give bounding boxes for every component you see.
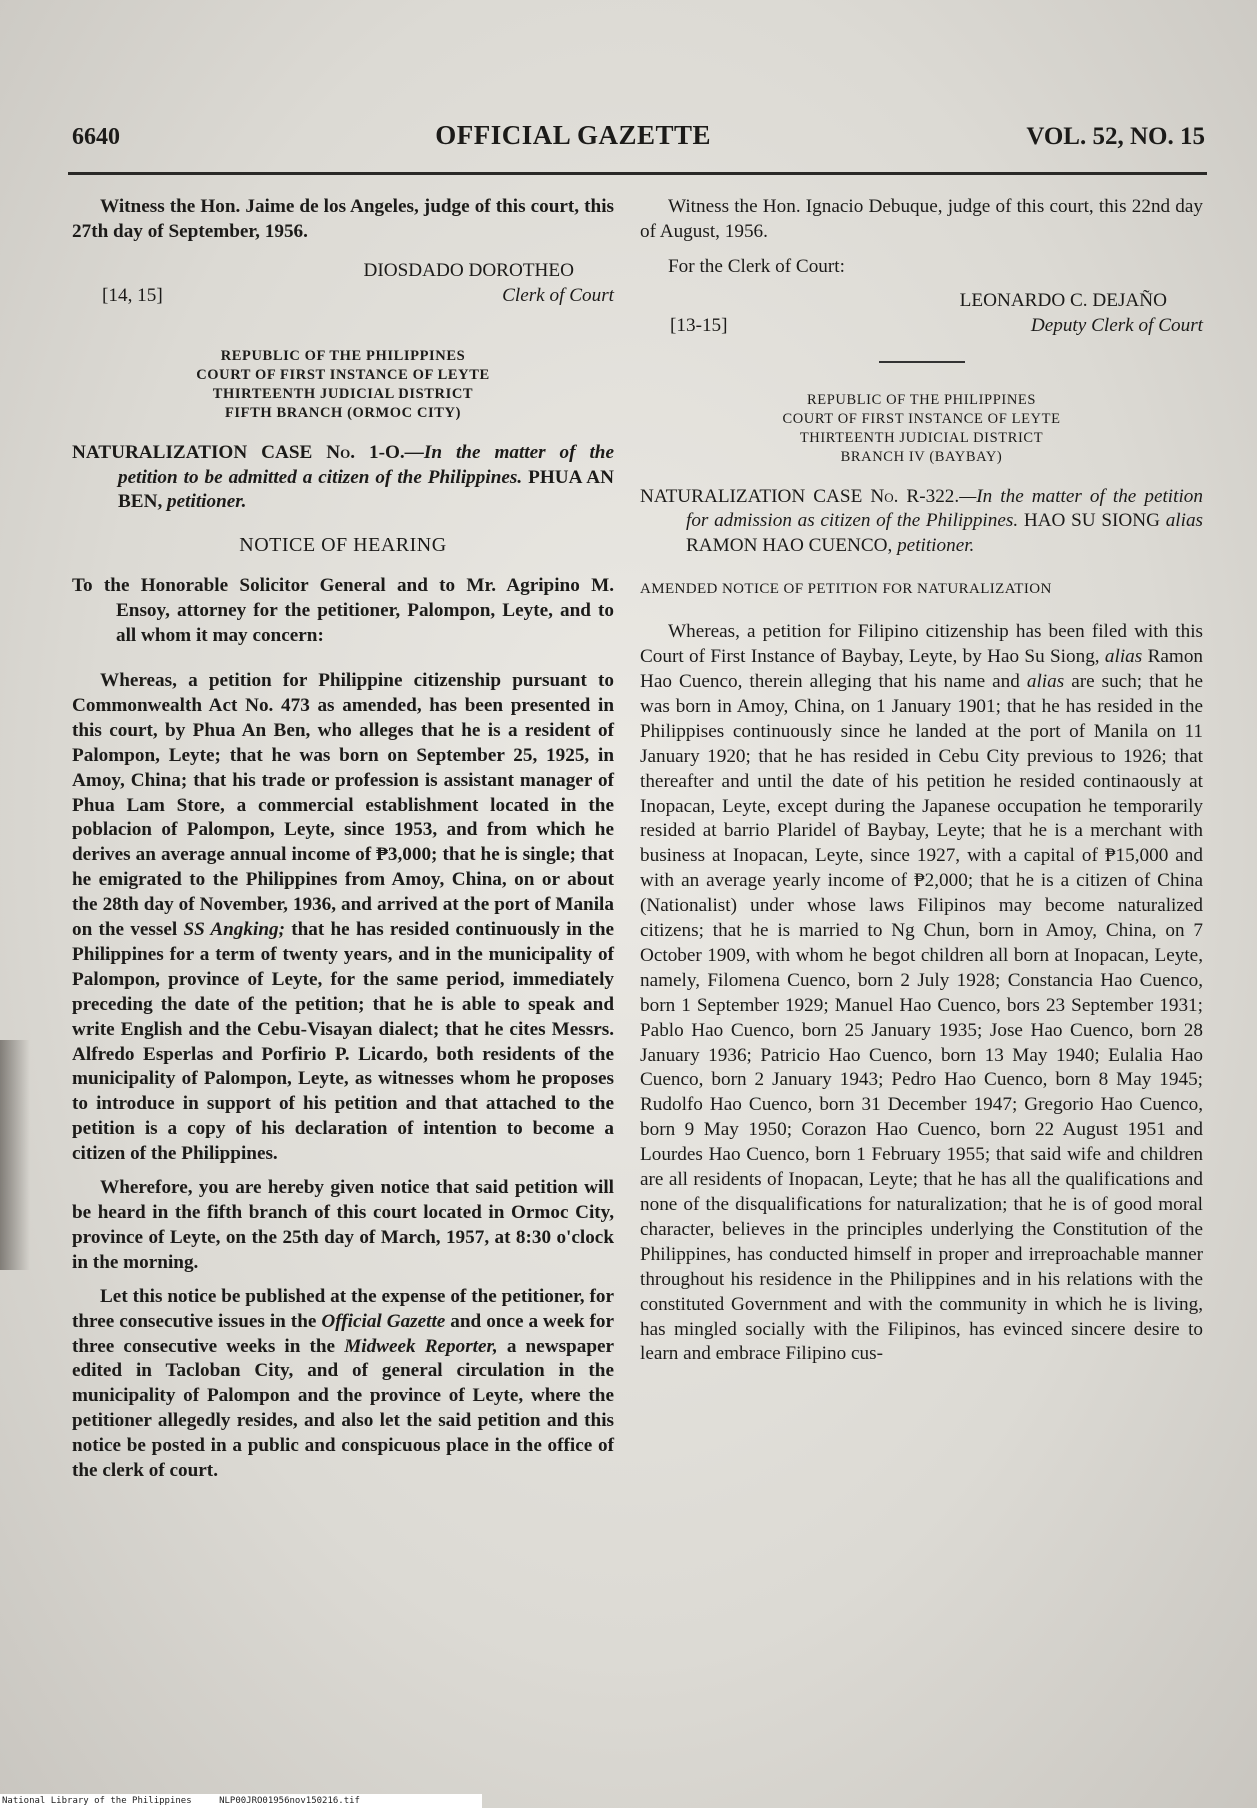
right-case-matter: —In the matter of the petition for admission as citizen of the Philippines. — [686, 485, 1203, 532]
left-notice-title: NOTICE OF HEARING — [239, 534, 447, 557]
right-signer — [960, 289, 1203, 339]
right-heading-line: COURT OF FIRST INSTANCE OF LEYTE — [782, 410, 1061, 427]
left-issue-ref: [14, 15] — [102, 284, 163, 306]
left-column — [72, 195, 614, 1493]
left-heading-line: REPUBLIC OF THE PHILIPPINES — [220, 347, 466, 364]
left-petitioner: PHUA AN BEN, — [118, 466, 615, 513]
right-signer-title: Deputy Clerk of Court — [1030, 314, 1203, 336]
right-case-label: NATURALIZATION CASE No. R-322. — [640, 485, 960, 507]
right-signature-block — [640, 289, 1203, 339]
publication-title: OFFICIAL GAZETTE — [435, 120, 712, 150]
page-header — [72, 120, 1205, 160]
right-alias: alias — [1165, 510, 1204, 532]
right-witness: Witness the Hon. Ignacio Debuque, judge of this court, this 22nd day of August, 1956. — [640, 196, 1203, 242]
left-case-caption — [72, 441, 614, 516]
left-para3-text-a: Let this notice be published at the expense of the petitioner, for three consecutive issues in the — [72, 1285, 614, 1332]
right-alias-3: alias — [1026, 670, 1065, 692]
header-rule — [68, 172, 1207, 175]
left-court-heading — [72, 347, 614, 423]
right-case-caption — [640, 485, 1203, 560]
right-body-text-b: Ramon Hao Cuenco, therein alleging that his name and — [640, 646, 1204, 692]
right-heading-line: REPUBLIC OF THE PHILIPPINES — [806, 391, 1037, 408]
left-para3-text-c: a newspaper edited in Tacloban City, and of general circulation in the municipality of Palompon and the province of Leyte, where the petitioner allegedly resides, and also let the said petition and this notice be posted in a public and conspicuous place in the office of the clerk of court. — [72, 1335, 615, 1482]
right-paragraph-1 — [640, 620, 1203, 1367]
left-witness: Witness the Hon. Jaime de los Angeles, judge of this court, this 27th day of September, 1956. — [72, 196, 614, 242]
left-para3-text-b: and once a week for three consecutive weeks in the — [72, 1310, 615, 1357]
scan-footer — [0, 1794, 482, 1808]
right-signer-name: LEONARDO C. DEJAÑO — [959, 289, 1167, 311]
left-heading-line: FIFTH BRANCH (ORMOC CITY) — [224, 404, 462, 421]
right-issue-ref: [13-15] — [670, 314, 728, 336]
left-signer-title: Clerk of Court — [502, 284, 614, 306]
left-para1-text-a: Whereas, a petition for Philippine citizenship pursuant to Commonwealth Act No. 473 as amended, has been presented in this court, by Phua An Ben, who alleges that he is a resident of Palompon, Leyte; that he was born on September 25, 1925, in Amoy, China; that his trade or profession is assistant manager of Phua Lam Store, a commercial establishment located in the poblacion of Palompon, Leyte, since 1953, and from which he derives an average annual income of ₱3,000; that he is single; that he emigrated to the Philippines from Amoy, China, on or about the 28th day of November, 1936, and arrived at the port of Manila on the vessel — [72, 669, 614, 941]
left-signer-name: DIOSDADO DOROTHEO — [363, 259, 574, 281]
left-case-matter: —In the matter of the petition to be admitted a citizen of the Philippines. — [118, 441, 614, 488]
right-column — [640, 195, 1203, 1376]
left-signer — [363, 259, 614, 309]
left-para1-text-b: that he has resided continuously in the Philippines for a term of twenty years, and in the municipality of Palompon, province of Leyte, for the same period, immediately preceding the date of the petition; that he is able to speak and write English and the Cebu-Visayan dialect; that he cites Messrs. Alfredo Esperlas and Porfirio P. Licardo, both residents of the municipality of Palompon, Leyte, as witnesses whom he proposes to introduce in support of his petition and that attached to the petition is a copy of his declaration of intention to become a citizen of the Philippines. — [72, 919, 615, 1165]
left-signature-block — [72, 259, 614, 309]
left-heading-line: THIRTEENTH JUDICIAL DISTRICT — [212, 385, 474, 402]
right-heading-line: THIRTEENTH JUDICIAL DISTRICT — [799, 429, 1044, 446]
right-petitioner: HAO SU SIONG — [1023, 510, 1160, 532]
page-number: 6640 — [72, 124, 120, 150]
left-case-label: NATURALIZATION CASE No. 1-O. — [72, 441, 405, 463]
right-body-text-a: Whereas, a petition for Filipino citizenship has been filed with this Court of First Instance of Baybay, Leyte, by Hao Su Siong, — [640, 621, 1203, 668]
right-divider — [879, 361, 965, 363]
right-body-text-c: are such; that he was born in Amoy, China, on 1 January 1901; that he has resided in the Philippises continuously since he landed at the port of Manila on 11 January 1920; that he has resided in Cebu City previous to 1926; that thereafter and until the date of his petition he resided continaously at Inopacan, Leyte, except during the Japanese occupation he temporarily resided at barrio Plaridel of Baybay, Leyte; that he is a merchant with business at Inopacan, Leyte, since 1927, with a capital of ₱15,000 and with an average yearly income of ₱2,000; that he is a citizen of China (Nationalist) under whose laws Filipinos may become naturalized citizens; that he is married to Ng Chun, born in Amoy, China, on 7 October 1909, with whom he begot children all born at Inopacan, Leyte, namely, Filomena Cuenco, born 2 July 1928; Constancia Hao Cuenco, born 1 September 1929; Manuel Hao Cuenco, bors 23 September 1931; Pablo Hao Cuenco, born 25 January 1935; Jose Hao Cuenco, born 28 January 1936; Patricio Hao Cuenco, born 13 May 1940; Eulalia Hao Cuenco, born 2 January 1943; Pedro Hao Cuenco, born 8 May 1945; Rudolfo Hao Cuenco, born 31 December 1947; Gregorio Hao Cuenco, born 9 May 1950; Corazon Hao Cuenco, born 22 August 1951 and Lourdes Hao Cuenco, born 1 February 1955; that said wife and children are all residents of Inopacan, Leyte; that he has all the qualifications and none of the disqualifications for naturalization; that he is of good moral character, believes in the principles underlying the Constitution of the Philippines, has conducted himself in proper and irreproachable manner throughout his residence in the Philippines and in his relations with the constituted Government and with the community in which he is living, has mingled socially with the Filipinos, has evinced sincere desire to learn and embrace Filipino cus- — [640, 670, 1204, 1365]
left-paragraph-3 — [72, 1285, 614, 1484]
left-addressee: To the Honorable Solicitor General and to Mr. Agripino M. Ensoy, attorney for the petitioner, Palompon, Leyte, and to all whom it may concern: — [72, 575, 614, 647]
left-paragraph-2: Wherefore, you are hereby given notice that said petition will be heard in the fifth branch of this court located in Ormoc City, province of Leyte, on the 25th day of March, 1957, at 8:30 o'clock in the morning. — [72, 1177, 614, 1273]
right-petitioner-role: petitioner. — [897, 535, 975, 557]
footer-file: NLP00JRO01956nov150216.tif — [219, 1796, 360, 1806]
right-notice-title: AMENDED NOTICE OF PETITION FOR NATURALIZATION — [640, 581, 1052, 598]
left-vessel-name: SS Angking; — [183, 919, 285, 941]
left-paragraph-1 — [72, 669, 614, 1167]
left-heading-line: COURT OF FIRST INSTANCE OF LEYTE — [196, 366, 490, 383]
right-court-heading — [640, 391, 1203, 467]
right-for-clerk: For the Clerk of Court: — [668, 255, 845, 277]
scan-shadow — [0, 1040, 30, 1270]
left-petitioner-role: petitioner. — [167, 491, 247, 513]
footer-library: National Library of the Philippines — [2, 1796, 192, 1806]
right-heading-line: BRANCH IV (BAYBAY) — [840, 448, 1003, 465]
right-alias-2: alias — [1104, 646, 1143, 668]
right-petitioner-alias: RAMON HAO CUENCO, — [686, 535, 893, 557]
volume-number: VOL. 52, NO. 15 — [1026, 123, 1205, 150]
left-reporter-name: Midweek Reporter, — [344, 1335, 498, 1357]
left-gazette-name: Official Gazette — [321, 1310, 446, 1332]
